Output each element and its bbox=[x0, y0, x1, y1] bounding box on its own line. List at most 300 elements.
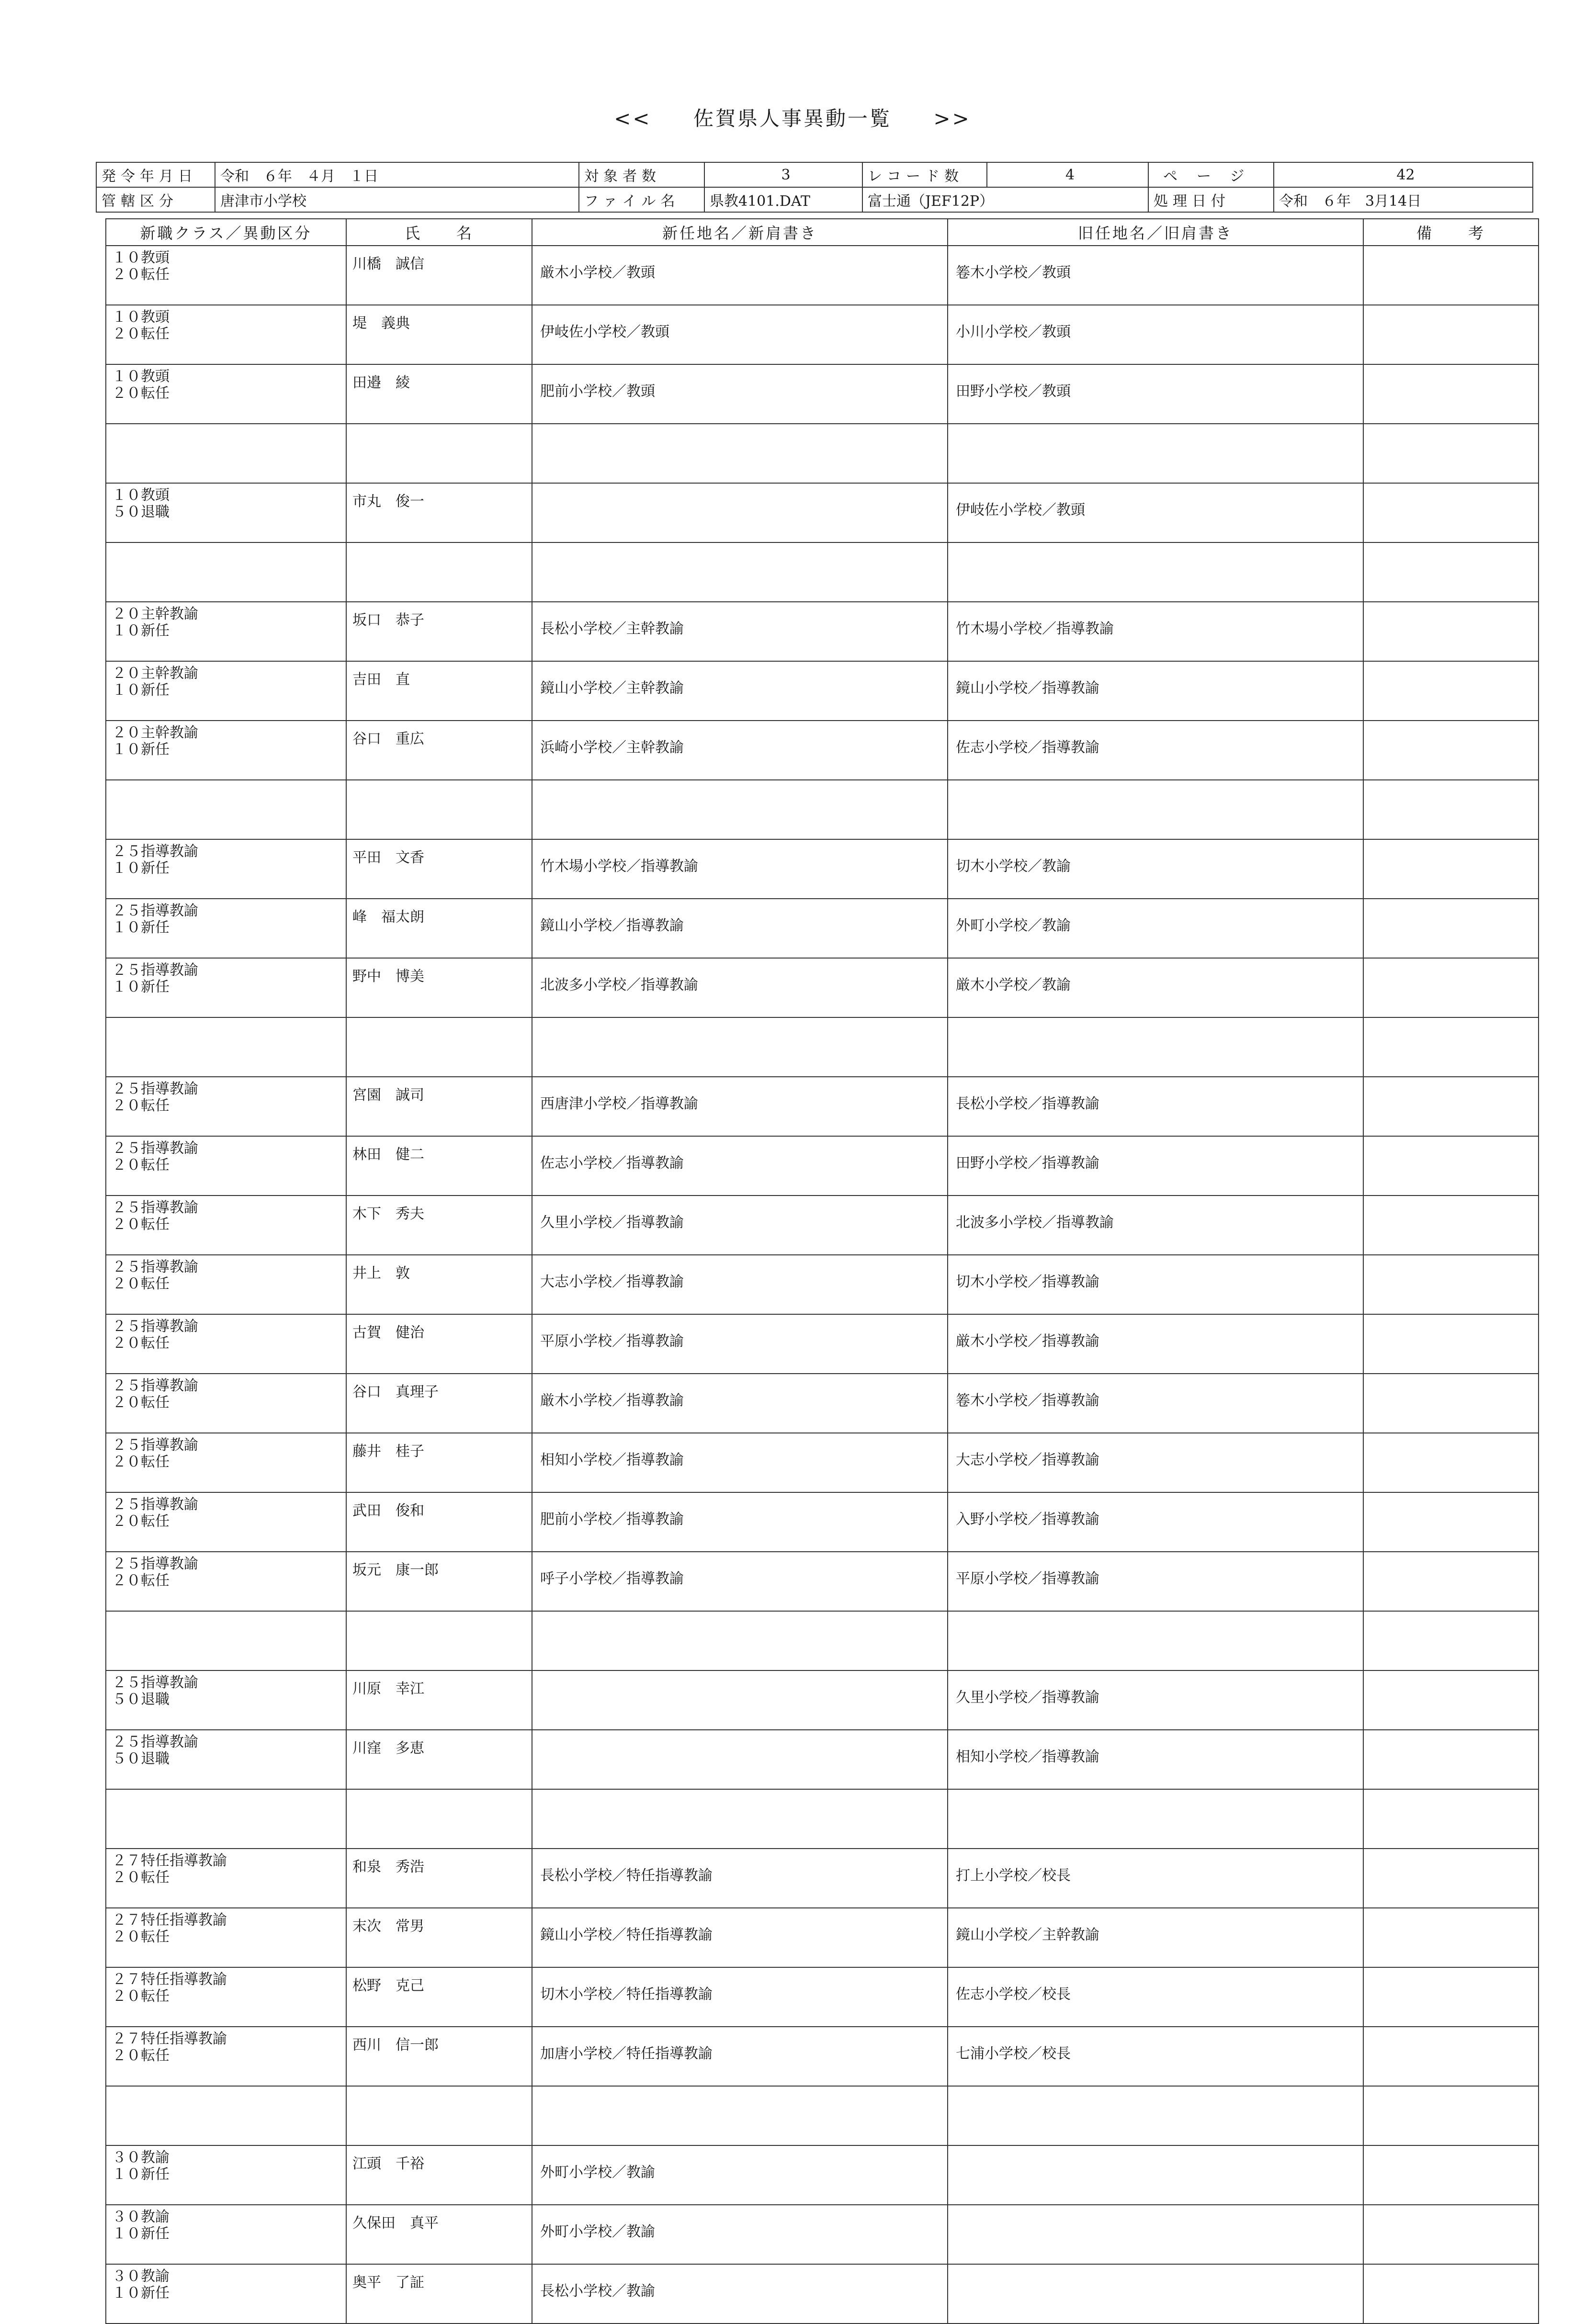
remarks bbox=[1364, 365, 1538, 379]
new-post: 佐志小学校／指導教諭 bbox=[540, 1155, 684, 1172]
class-cell bbox=[106, 1908, 346, 1967]
old-post-cell bbox=[948, 2205, 1363, 2264]
new-post-cell bbox=[532, 542, 948, 602]
new-post: 厳木小学校／教頭 bbox=[540, 264, 655, 281]
new-post-cell bbox=[532, 1967, 948, 2027]
new-post-cell bbox=[532, 364, 948, 424]
table-row bbox=[106, 305, 1539, 364]
remarks-cell bbox=[1363, 305, 1539, 364]
old-post-cell bbox=[948, 2145, 1363, 2205]
header-row-1 bbox=[96, 162, 1533, 187]
class-cell bbox=[106, 1670, 346, 1730]
remarks-cell bbox=[1363, 364, 1539, 424]
new-post-cell bbox=[532, 721, 948, 780]
page-label: ページ bbox=[1148, 162, 1274, 187]
old-post-cell bbox=[948, 2086, 1363, 2145]
person-name bbox=[346, 780, 532, 839]
remarks bbox=[1364, 1374, 1538, 1388]
position-class: ２５指導教諭 bbox=[112, 1318, 198, 1335]
remarks-cell bbox=[1363, 1017, 1539, 1077]
table-row bbox=[106, 2145, 1539, 2205]
position-class: ２５指導教諭 bbox=[112, 1377, 198, 1394]
remarks bbox=[1364, 484, 1538, 498]
old-post-cell bbox=[948, 1374, 1363, 1433]
remarks bbox=[1364, 1790, 1538, 1804]
transfer-type: １０新任 bbox=[112, 2166, 170, 2183]
person-name: 川原 幸江 bbox=[346, 1670, 532, 1730]
table-row bbox=[106, 721, 1539, 780]
column-header-remarks: 備 考 bbox=[1363, 219, 1539, 246]
remarks bbox=[1364, 662, 1538, 676]
transfer-type: ２０転任 bbox=[112, 1572, 170, 1589]
transfer-type: ２０転任 bbox=[112, 1394, 170, 1411]
class-cell bbox=[106, 2264, 346, 2324]
target-count-label: 対象者数 bbox=[579, 162, 704, 187]
old-post: 切木小学校／指導教諭 bbox=[956, 1274, 1099, 1290]
position-class: ２５指導教諭 bbox=[112, 962, 198, 979]
transfer-type: ２０転任 bbox=[112, 1275, 170, 1292]
position-class: ２５指導教諭 bbox=[112, 1199, 198, 1216]
remarks bbox=[1364, 1612, 1538, 1626]
new-post: 相知小学校／指導教諭 bbox=[540, 1452, 684, 1468]
old-post-cell bbox=[948, 839, 1363, 899]
remarks-cell bbox=[1363, 721, 1539, 780]
column-header-class: 新職クラス／異動区分 bbox=[106, 219, 346, 246]
old-post bbox=[948, 780, 1363, 795]
position-class: ２５指導教諭 bbox=[112, 1556, 198, 1572]
new-post-cell bbox=[532, 1196, 948, 1255]
person-name: 江頭 千裕 bbox=[346, 2145, 532, 2205]
person-name: 末次 常男 bbox=[346, 1908, 532, 1967]
class-cell bbox=[106, 1374, 346, 1433]
remarks bbox=[1364, 2205, 1538, 2220]
old-post-cell bbox=[948, 1196, 1363, 1255]
table-row bbox=[106, 364, 1539, 424]
old-post bbox=[948, 2087, 1363, 2101]
old-post: 田野小学校／教頭 bbox=[956, 383, 1071, 400]
remarks-cell bbox=[1363, 1314, 1539, 1374]
old-post-cell bbox=[948, 1908, 1363, 1967]
old-post-cell bbox=[948, 364, 1363, 424]
remarks-cell bbox=[1363, 1433, 1539, 1492]
table-row bbox=[106, 1967, 1539, 2027]
class-cell bbox=[106, 1433, 346, 1492]
table-row bbox=[106, 1492, 1539, 1552]
new-post: 竹木場小学校／指導教諭 bbox=[540, 858, 698, 875]
new-post-cell bbox=[532, 899, 948, 958]
remarks bbox=[1364, 780, 1538, 795]
person-name: 井上 敦 bbox=[346, 1255, 532, 1314]
old-post-cell bbox=[948, 721, 1363, 780]
position-class: ２５指導教諭 bbox=[112, 1734, 198, 1750]
file-name-label: ファイル名 bbox=[579, 187, 704, 212]
new-post-cell bbox=[532, 1849, 948, 1908]
transfer-type: １０新任 bbox=[112, 741, 170, 758]
person-name: 古賀 健治 bbox=[346, 1314, 532, 1374]
old-post: 七浦小学校／校長 bbox=[956, 2045, 1071, 2062]
table-row bbox=[106, 1611, 1539, 1670]
class-cell bbox=[106, 1789, 346, 1849]
table-row bbox=[106, 2205, 1539, 2264]
remarks-cell bbox=[1363, 542, 1539, 602]
new-post-cell bbox=[532, 1255, 948, 1314]
person-name: 坂元 康一郎 bbox=[346, 1552, 532, 1611]
remarks-cell bbox=[1363, 602, 1539, 661]
new-post: 外町小学校／教諭 bbox=[540, 2164, 655, 2181]
transfer-type: ５０退職 bbox=[112, 1750, 170, 1767]
new-post: 長松小学校／教諭 bbox=[540, 2283, 655, 2300]
table-row bbox=[106, 1849, 1539, 1908]
person-name: 坂口 恭子 bbox=[346, 602, 532, 661]
table-row bbox=[106, 1077, 1539, 1136]
new-post-cell bbox=[532, 1730, 948, 1789]
record-count-value: 4 bbox=[987, 162, 1148, 187]
new-post: 長松小学校／特任指導教諭 bbox=[540, 1867, 713, 1884]
transfer-type: ２０転任 bbox=[112, 266, 170, 283]
new-post: 切木小学校／特任指導教諭 bbox=[540, 1986, 713, 2003]
remarks bbox=[1364, 1730, 1538, 1745]
new-post: 平原小学校／指導教諭 bbox=[540, 1333, 684, 1350]
old-post-cell bbox=[948, 1136, 1363, 1196]
old-post-cell bbox=[948, 246, 1363, 305]
position-class: ２５指導教諭 bbox=[112, 1259, 198, 1275]
jurisdiction-label: 管轄区分 bbox=[96, 187, 215, 212]
personnel-table bbox=[105, 218, 1539, 2324]
old-post: 竹木場小学校／指導教諭 bbox=[956, 620, 1114, 637]
remarks bbox=[1364, 246, 1538, 260]
remarks bbox=[1364, 1908, 1538, 1923]
old-post: 外町小学校／教諭 bbox=[956, 917, 1071, 934]
remarks-cell bbox=[1363, 1670, 1539, 1730]
remarks-cell bbox=[1363, 839, 1539, 899]
remarks-cell bbox=[1363, 1789, 1539, 1849]
old-post: 佐志小学校／指導教諭 bbox=[956, 739, 1099, 756]
old-post-cell bbox=[948, 1611, 1363, 1670]
transfer-type: ２０転任 bbox=[112, 384, 170, 402]
remarks-cell bbox=[1363, 246, 1539, 305]
person-name bbox=[346, 542, 532, 602]
position-class: ２７特任指導教諭 bbox=[112, 1971, 227, 1988]
target-count-value: 3 bbox=[704, 162, 862, 187]
new-post: 伊岐佐小学校／教頭 bbox=[540, 324, 669, 340]
table-row bbox=[106, 483, 1539, 542]
class-cell bbox=[106, 424, 346, 483]
process-date-label: 処理日付 bbox=[1148, 187, 1274, 212]
remarks-cell bbox=[1363, 2027, 1539, 2086]
table-row bbox=[106, 1670, 1539, 1730]
position-class: ２５指導教諭 bbox=[112, 1437, 198, 1454]
table-row bbox=[106, 1433, 1539, 1492]
transfer-type: ２０転任 bbox=[112, 325, 170, 342]
transfer-type: ２０転任 bbox=[112, 1156, 170, 1173]
class-cell bbox=[106, 1611, 346, 1670]
table-row bbox=[106, 2264, 1539, 2324]
position-class: ２０主幹教諭 bbox=[112, 724, 198, 741]
header-row-2 bbox=[96, 187, 1533, 212]
remarks bbox=[1364, 1849, 1538, 1863]
table-row bbox=[106, 958, 1539, 1017]
person-name bbox=[346, 424, 532, 483]
remarks bbox=[1364, 1137, 1538, 1151]
new-post-cell bbox=[532, 2086, 948, 2145]
new-post-cell bbox=[532, 1611, 948, 1670]
remarks bbox=[1364, 899, 1538, 914]
table-row bbox=[106, 1374, 1539, 1433]
new-post-cell bbox=[532, 958, 948, 1017]
new-post-cell bbox=[532, 1136, 948, 1196]
person-name: 宮園 誠司 bbox=[346, 1077, 532, 1136]
transfer-type: ２０転任 bbox=[112, 1453, 170, 1470]
remarks bbox=[1364, 1315, 1538, 1329]
old-post-cell bbox=[948, 2264, 1363, 2324]
old-post-cell bbox=[948, 424, 1363, 483]
person-name: 川橋 誠信 bbox=[346, 246, 532, 305]
new-post: 久里小学校／指導教諭 bbox=[540, 1214, 684, 1231]
remarks bbox=[1364, 1077, 1538, 1092]
class-cell bbox=[106, 1967, 346, 2027]
old-post-cell bbox=[948, 780, 1363, 839]
class-cell bbox=[106, 1492, 346, 1552]
transfer-type: １０新任 bbox=[112, 681, 170, 699]
transfer-type: ２０転任 bbox=[112, 1987, 170, 2005]
remarks-cell bbox=[1363, 1849, 1539, 1908]
new-post bbox=[532, 2087, 947, 2101]
remarks bbox=[1364, 1671, 1538, 1685]
person-name: 西川 信一郎 bbox=[346, 2027, 532, 2086]
class-cell bbox=[106, 2145, 346, 2205]
person-name: 奥平 了証 bbox=[346, 2264, 532, 2324]
issue-date-value: 令和 ６年 ４月 １日 bbox=[215, 162, 579, 187]
position-class: ２５指導教諭 bbox=[112, 843, 198, 860]
issue-date-label: 発令年月日 bbox=[96, 162, 215, 187]
new-post-cell bbox=[532, 1670, 948, 1730]
new-post: 厳木小学校／指導教諭 bbox=[540, 1392, 684, 1409]
system-value: 富士通（JEF12P） bbox=[862, 187, 1148, 212]
table-row bbox=[106, 2086, 1539, 2145]
new-post: 鏡山小学校／主幹教諭 bbox=[540, 680, 684, 697]
person-name: 久保田 真平 bbox=[346, 2205, 532, 2264]
person-name: 松野 克己 bbox=[346, 1967, 532, 2027]
new-post-cell bbox=[532, 2145, 948, 2205]
class-cell bbox=[106, 839, 346, 899]
remarks-cell bbox=[1363, 1255, 1539, 1314]
position-class: １０教頭 bbox=[112, 249, 170, 266]
remarks-cell bbox=[1363, 1611, 1539, 1670]
table-row bbox=[106, 2027, 1539, 2086]
transfer-type: １０新任 bbox=[112, 622, 170, 639]
new-post bbox=[532, 780, 947, 795]
class-cell bbox=[106, 1017, 346, 1077]
transfer-type: ５０退職 bbox=[112, 503, 170, 520]
position-class: ２５指導教諭 bbox=[112, 903, 198, 919]
old-post-cell bbox=[948, 899, 1363, 958]
jurisdiction-value: 唐津市小学校 bbox=[215, 187, 579, 212]
old-post-cell bbox=[948, 1314, 1363, 1374]
old-post bbox=[948, 2265, 1363, 2279]
person-name: 吉田 直 bbox=[346, 661, 532, 721]
header-table bbox=[96, 162, 1533, 213]
old-post-cell bbox=[948, 1492, 1363, 1552]
new-post: 鏡山小学校／指導教諭 bbox=[540, 917, 684, 934]
old-post: 長松小学校／指導教諭 bbox=[956, 1095, 1099, 1112]
new-post-cell bbox=[532, 2027, 948, 2086]
class-cell bbox=[106, 1255, 346, 1314]
person-name bbox=[346, 2086, 532, 2145]
new-post: 呼子小学校／指導教諭 bbox=[540, 1570, 684, 1587]
class-cell bbox=[106, 1730, 346, 1789]
person-name: 平田 文香 bbox=[346, 839, 532, 899]
table-row bbox=[106, 602, 1539, 661]
old-post bbox=[948, 2205, 1363, 2220]
person-name: 谷口 真理子 bbox=[346, 1374, 532, 1433]
remarks bbox=[1364, 1433, 1538, 1448]
old-post: 箞木小学校／教頭 bbox=[956, 264, 1071, 281]
old-post: 打上小学校／校長 bbox=[956, 1867, 1071, 1884]
remarks-cell bbox=[1363, 1730, 1539, 1789]
column-header-old-post: 旧任地名／旧肩書き bbox=[948, 219, 1363, 246]
table-row bbox=[106, 839, 1539, 899]
page-title bbox=[0, 103, 1585, 132]
class-cell bbox=[106, 1552, 346, 1611]
table-row bbox=[106, 1314, 1539, 1374]
remarks bbox=[1364, 424, 1538, 439]
remarks-cell bbox=[1363, 2145, 1539, 2205]
remarks bbox=[1364, 2146, 1538, 2160]
class-cell bbox=[106, 1314, 346, 1374]
transfer-type: ２０転任 bbox=[112, 1869, 170, 1886]
remarks bbox=[1364, 1196, 1538, 1210]
table-row bbox=[106, 1017, 1539, 1077]
new-post-cell bbox=[532, 1017, 948, 1077]
transfer-type: １０新任 bbox=[112, 978, 170, 995]
new-post-cell bbox=[532, 839, 948, 899]
new-post-cell bbox=[532, 661, 948, 721]
position-class: １０教頭 bbox=[112, 487, 170, 504]
transfer-type: ２０転任 bbox=[112, 1334, 170, 1352]
position-class: ３０教諭 bbox=[112, 2149, 170, 2166]
new-post-cell bbox=[532, 602, 948, 661]
class-cell bbox=[106, 2205, 346, 2264]
new-post: 浜崎小学校／主幹教諭 bbox=[540, 739, 684, 756]
new-post bbox=[532, 1790, 947, 1804]
old-post: 小川小学校／教頭 bbox=[956, 324, 1071, 340]
old-post-cell bbox=[948, 1255, 1363, 1314]
transfer-type: １０新任 bbox=[112, 2284, 170, 2301]
new-post: 肥前小学校／指導教諭 bbox=[540, 1511, 684, 1528]
old-post: 久里小学校／指導教諭 bbox=[956, 1689, 1099, 1706]
table-row bbox=[106, 1908, 1539, 1967]
transfer-type: ５０退職 bbox=[112, 1691, 170, 1708]
remarks bbox=[1364, 1493, 1538, 1507]
new-post-cell bbox=[532, 1433, 948, 1492]
old-post bbox=[948, 424, 1363, 439]
new-post bbox=[532, 424, 947, 439]
class-cell bbox=[106, 780, 346, 839]
position-class: ２７特任指導教諭 bbox=[112, 1852, 227, 1869]
position-class: ２５指導教諭 bbox=[112, 1081, 198, 1097]
remarks bbox=[1364, 543, 1538, 557]
table-row bbox=[106, 1255, 1539, 1314]
table-row bbox=[106, 1136, 1539, 1196]
column-header-new-post: 新任地名／新肩書き bbox=[532, 219, 948, 246]
old-post-cell bbox=[948, 1967, 1363, 2027]
transfer-type: ２０転任 bbox=[112, 1216, 170, 1233]
new-post-cell bbox=[532, 1552, 948, 1611]
new-post-cell bbox=[532, 1908, 948, 1967]
table-row bbox=[106, 424, 1539, 483]
person-name bbox=[346, 1789, 532, 1849]
old-post bbox=[948, 1612, 1363, 1626]
column-header-name: 氏 名 bbox=[346, 219, 532, 246]
remarks bbox=[1364, 602, 1538, 617]
old-post-cell bbox=[948, 1077, 1363, 1136]
person-name: 林田 健二 bbox=[346, 1136, 532, 1196]
old-post: 大志小学校／指導教諭 bbox=[956, 1452, 1099, 1468]
process-date-value: 令和 ６年 3月14日 bbox=[1274, 187, 1533, 212]
remarks bbox=[1364, 1968, 1538, 1982]
column-header-row bbox=[106, 219, 1539, 246]
person-name: 谷口 重広 bbox=[346, 721, 532, 780]
person-name: 市丸 俊一 bbox=[346, 483, 532, 542]
old-post bbox=[948, 2146, 1363, 2160]
class-cell bbox=[106, 721, 346, 780]
position-class: ２７特任指導教諭 bbox=[112, 1912, 227, 1929]
remarks bbox=[1364, 305, 1538, 320]
person-name: 川窪 多恵 bbox=[346, 1730, 532, 1789]
transfer-type: ２０転任 bbox=[112, 1928, 170, 1945]
transfer-type: ２０転任 bbox=[112, 1512, 170, 1530]
transfer-type: ２０転任 bbox=[112, 2047, 170, 2064]
class-cell bbox=[106, 958, 346, 1017]
new-post-cell bbox=[532, 246, 948, 305]
transfer-type: １０新任 bbox=[112, 919, 170, 936]
new-post bbox=[532, 1612, 947, 1626]
old-post-cell bbox=[948, 1849, 1363, 1908]
old-post-cell bbox=[948, 1730, 1363, 1789]
table-row bbox=[106, 1730, 1539, 1789]
remarks-cell bbox=[1363, 424, 1539, 483]
old-post-cell bbox=[948, 1670, 1363, 1730]
title-left-marks: << bbox=[614, 107, 652, 130]
position-class: １０教頭 bbox=[112, 309, 170, 326]
old-post: 鏡山小学校／指導教諭 bbox=[956, 680, 1099, 697]
position-class: １０教頭 bbox=[112, 368, 170, 385]
new-post-cell bbox=[532, 1077, 948, 1136]
remarks-cell bbox=[1363, 2264, 1539, 2324]
remarks-cell bbox=[1363, 1077, 1539, 1136]
class-cell bbox=[106, 1077, 346, 1136]
new-post: 大志小学校／指導教諭 bbox=[540, 1274, 684, 1290]
old-post bbox=[948, 543, 1363, 557]
old-post-cell bbox=[948, 2027, 1363, 2086]
remarks bbox=[1364, 1018, 1538, 1032]
remarks-cell bbox=[1363, 483, 1539, 542]
remarks-cell bbox=[1363, 780, 1539, 839]
class-cell bbox=[106, 661, 346, 721]
person-name: 田邉 綾 bbox=[346, 364, 532, 424]
table-row bbox=[106, 246, 1539, 305]
table-row bbox=[106, 661, 1539, 721]
new-post bbox=[532, 1018, 947, 1032]
new-post: 外町小学校／教諭 bbox=[540, 2223, 655, 2240]
class-cell bbox=[106, 483, 346, 542]
remarks bbox=[1364, 721, 1538, 735]
remarks-cell bbox=[1363, 661, 1539, 721]
new-post: 長松小学校／主幹教諭 bbox=[540, 620, 684, 637]
position-class: ２７特任指導教諭 bbox=[112, 2031, 227, 2047]
transfer-type: １０新任 bbox=[112, 859, 170, 877]
person-name: 野中 博美 bbox=[346, 958, 532, 1017]
